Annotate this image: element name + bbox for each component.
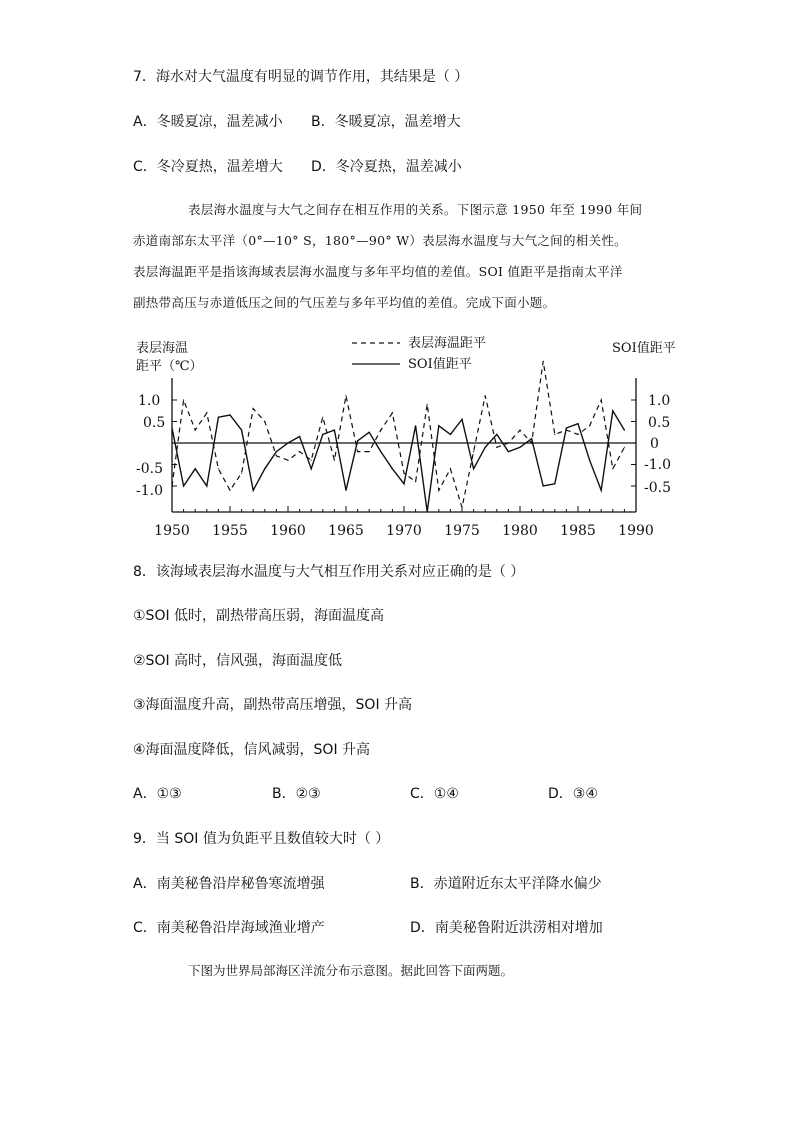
soi-point bbox=[322, 434, 323, 435]
soi-point bbox=[566, 427, 567, 428]
x-tick-1970: 1970 bbox=[386, 523, 422, 539]
sst-point bbox=[380, 430, 381, 431]
legend-label-sst: 表层海温距平 bbox=[408, 336, 487, 351]
soi-point bbox=[543, 485, 544, 486]
sst-point bbox=[450, 468, 451, 469]
q8-option-a: A．①③ bbox=[133, 786, 182, 802]
soi-point bbox=[403, 483, 404, 484]
sst-point bbox=[543, 361, 544, 362]
q8-stem: 8．该海域表层海水温度与大气相互作用关系对应正确的是（ ） bbox=[133, 564, 525, 580]
x-tick-1990: 1990 bbox=[618, 523, 654, 539]
soi-point bbox=[264, 468, 265, 469]
sst-point bbox=[311, 460, 312, 461]
sst-point bbox=[241, 473, 242, 474]
right-tick-neg-0-5: -0.5 bbox=[644, 480, 671, 496]
sst-point bbox=[566, 430, 567, 431]
q7-option-c: C．冬冷夏热，温差增大 bbox=[133, 159, 283, 175]
soi-point bbox=[380, 451, 381, 452]
x-tick-1950: 1950 bbox=[154, 523, 190, 539]
q8-option-c: C．①④ bbox=[410, 786, 459, 802]
q7-option-a: A．冬暖夏凉，温差减小 bbox=[133, 114, 283, 130]
right-axis-label: SOI值距平 bbox=[612, 341, 676, 356]
sst-point bbox=[403, 473, 404, 474]
soi-point bbox=[357, 440, 358, 441]
soi-point bbox=[589, 460, 590, 461]
soi-point bbox=[485, 447, 486, 448]
q7-stem: 7．海水对大气温度有明显的调节作用，其结果是（ ） bbox=[133, 69, 469, 85]
sst-point bbox=[195, 430, 196, 431]
sst-point bbox=[438, 490, 439, 491]
q9-option-a: A．南美秘鲁沿岸秘鲁寒流增强 bbox=[133, 876, 325, 892]
q9-stem: 9．当 SOI 值为负距平且数值较大时（ ） bbox=[133, 831, 390, 847]
q8-item-2: ②SOI 高时，信风强，海面温度低 bbox=[133, 653, 343, 669]
soi-point bbox=[276, 451, 277, 452]
right-tick-1-0: 1.0 bbox=[648, 393, 671, 409]
sst-point bbox=[612, 468, 613, 469]
soi-point bbox=[531, 438, 532, 439]
right-tick-0-5: 0.5 bbox=[648, 415, 671, 431]
soi-point bbox=[450, 434, 451, 435]
left-tick-0-5: 0.5 bbox=[143, 415, 166, 431]
soi-point bbox=[519, 447, 520, 448]
q9-option-d: D．南美秘鲁附近洪涝相对增加 bbox=[410, 920, 603, 936]
sst-point bbox=[299, 451, 300, 452]
x-tick-1980: 1980 bbox=[502, 523, 538, 539]
soi-point bbox=[299, 436, 300, 437]
x-tick-1975: 1975 bbox=[444, 523, 480, 539]
soi-point bbox=[253, 490, 254, 491]
soi-point bbox=[624, 430, 625, 431]
soi-point bbox=[311, 468, 312, 469]
sst-point bbox=[624, 447, 625, 448]
soi-point bbox=[218, 417, 219, 418]
x-tick-1955: 1955 bbox=[212, 523, 248, 539]
soi-point bbox=[345, 490, 346, 491]
passage-line-1: 表层海水温度与大气之间存在相互作用的关系。下图示意 1950 年至 1990 年间 bbox=[188, 202, 643, 217]
sst-point bbox=[357, 451, 358, 452]
sst-point bbox=[218, 468, 219, 469]
q8-option-d: D．③④ bbox=[548, 786, 598, 802]
sst-point bbox=[589, 425, 590, 426]
soi-point bbox=[612, 410, 613, 411]
soi-point bbox=[241, 430, 242, 431]
sst-point bbox=[519, 430, 520, 431]
soi-point bbox=[229, 414, 230, 415]
legend-label-soi: SOI值距平 bbox=[408, 357, 472, 372]
sst-point bbox=[345, 395, 346, 396]
sst-point bbox=[183, 399, 184, 400]
sst-point bbox=[427, 404, 428, 405]
soi-point bbox=[392, 468, 393, 469]
sst-point bbox=[508, 442, 509, 443]
sst-point bbox=[264, 421, 265, 422]
soi-point bbox=[496, 434, 497, 435]
sst-point bbox=[276, 455, 277, 456]
soi-point bbox=[287, 442, 288, 443]
soi-point bbox=[508, 451, 509, 452]
soi-point bbox=[369, 432, 370, 433]
left-axis-label-line-2: 距平（℃） bbox=[136, 359, 203, 374]
x-tick-1985: 1985 bbox=[560, 523, 596, 539]
soi-point bbox=[183, 485, 184, 486]
right-tick-neg-1-0: -1.0 bbox=[644, 457, 671, 473]
soi-point bbox=[473, 468, 474, 469]
closing-instruction: 下图为世界局部海区洋流分布示意图。据此回答下面两题。 bbox=[188, 963, 514, 978]
soi-point bbox=[438, 425, 439, 426]
right-tick-0: 0 bbox=[650, 436, 659, 452]
sst-point bbox=[415, 481, 416, 482]
soi-point bbox=[554, 483, 555, 484]
q8-item-1: ①SOI 低时，副热带高压弱，海面温度高 bbox=[133, 608, 385, 624]
sst-point bbox=[171, 485, 172, 486]
sst-point bbox=[206, 412, 207, 413]
sst-point bbox=[229, 490, 230, 491]
soi-point bbox=[334, 430, 335, 431]
soi-point bbox=[601, 490, 602, 491]
passage-line-3: 表层海温距平是指该海域表层海水温度与多年平均值的差值。SOI 值距平是指南太平洋 bbox=[133, 264, 623, 279]
sst-point bbox=[554, 434, 555, 435]
soi-point bbox=[577, 423, 578, 424]
soi-point bbox=[206, 485, 207, 486]
soi-point bbox=[415, 425, 416, 426]
correlation-chart bbox=[130, 330, 680, 545]
sst-point bbox=[253, 408, 254, 409]
x-tick-1965: 1965 bbox=[328, 523, 364, 539]
soi-point bbox=[171, 427, 172, 428]
sst-point bbox=[392, 412, 393, 413]
q7-option-d: D．冬冷夏热，温差减小 bbox=[311, 159, 462, 175]
q9-option-c: C．南美秘鲁沿岸海域渔业增产 bbox=[133, 920, 325, 936]
x-tick-1960: 1960 bbox=[270, 523, 306, 539]
sst-point bbox=[531, 442, 532, 443]
sst-point bbox=[601, 399, 602, 400]
sst-point bbox=[461, 507, 462, 508]
left-tick-neg-1-0: -1.0 bbox=[136, 483, 163, 499]
sst-point bbox=[473, 451, 474, 452]
soi-anomaly-line bbox=[172, 411, 624, 512]
soi-point bbox=[427, 511, 428, 512]
sst-point bbox=[334, 460, 335, 461]
q8-item-3: ③海面温度升高，副热带高压增强，SOI 升高 bbox=[133, 697, 413, 713]
sst-point bbox=[577, 434, 578, 435]
q8-option-b: B．②③ bbox=[272, 786, 321, 802]
left-tick-1-0: 1.0 bbox=[138, 393, 161, 409]
soi-point bbox=[461, 419, 462, 420]
sst-point bbox=[496, 447, 497, 448]
left-axis-label-line-1: 表层海温 bbox=[136, 341, 189, 356]
left-tick-neg-0-5: -0.5 bbox=[136, 461, 163, 477]
sst-point bbox=[485, 395, 486, 396]
q9-option-b: B．赤道附近东太平洋降水偏少 bbox=[410, 876, 602, 892]
passage-line-2: 赤道南部东太平洋（0°—10° S，180°—90° W）表层海水温度与大气之间的相关性。 bbox=[133, 233, 627, 248]
sst-point bbox=[369, 451, 370, 452]
q7-option-b: B．冬暖夏凉，温差增大 bbox=[311, 114, 461, 130]
sst-point bbox=[287, 460, 288, 461]
sst-anomaly-line bbox=[172, 361, 624, 507]
passage-line-4: 副热带高压与赤道低压之间的气压差与多年平均值的差值。完成下面小题。 bbox=[133, 295, 556, 310]
soi-point bbox=[195, 468, 196, 469]
sst-point bbox=[322, 417, 323, 418]
q8-item-4: ④海面温度降低，信风减弱，SOI 升高 bbox=[133, 742, 371, 758]
passage bbox=[133, 194, 673, 318]
